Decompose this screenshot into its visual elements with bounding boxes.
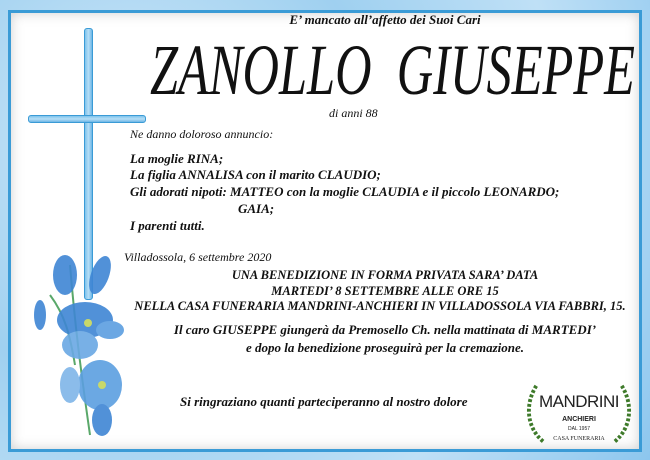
intro-text: E’ mancato all’affetto dei Suoi Cari — [289, 12, 481, 27]
flowers-icon — [30, 245, 135, 440]
ceremony-line: UNA BENEDIZIONE IN FORMA PRIVATA SARA’ DATA — [231, 268, 539, 282]
logo-brand: MANDRINI — [538, 392, 620, 411]
thanks-text: Si ringraziano quanti parteciperanno al nostro dolore — [180, 394, 468, 409]
deceased-name-box — [148, 34, 638, 100]
family-line: La figlia ANNALISA con il marito CLAUDIO; — [130, 167, 381, 182]
deceased-name: ZANOLLO GIUSEPPE — [150, 34, 635, 100]
family-line: La moglie RINA; — [130, 151, 224, 166]
note-line: Il caro GIUSEPPE giungerà da Premosello Ch. nella mattinata di MARTEDI’ — [173, 322, 597, 337]
announcement-lead: Ne danno doloroso annuncio: — [130, 127, 274, 141]
funeral-home-logo — [522, 380, 636, 448]
logo-sub: ANCHIERI — [562, 416, 596, 423]
cross-icon-bar — [28, 115, 146, 123]
logo-type: CASA FUNERARIA — [553, 436, 605, 442]
age-text: di anni 88 — [329, 106, 378, 120]
family-line: Gli adorati nipoti: MATTEO con la moglie CLAUDIA e il piccolo LEONARDO; — [130, 184, 560, 199]
family-line: I parenti tutti. — [130, 218, 205, 233]
ceremony-line: MARTEDI’ 8 SETTEMBRE ALLE ORE 15 — [271, 284, 499, 298]
ceremony-line: NELLA CASA FUNERARIA MANDRINI-ANCHIERI IN VILLADOSSOLA VIA FABBRI, 15. — [134, 299, 626, 313]
logo-since: DAL 1957 — [567, 426, 591, 432]
family-line: GAIA; — [238, 201, 275, 216]
place-date: Villadossola, 6 settembre 2020 — [124, 250, 272, 264]
note-line: e dopo la benedizione proseguirà per la cremazione. — [245, 340, 525, 355]
